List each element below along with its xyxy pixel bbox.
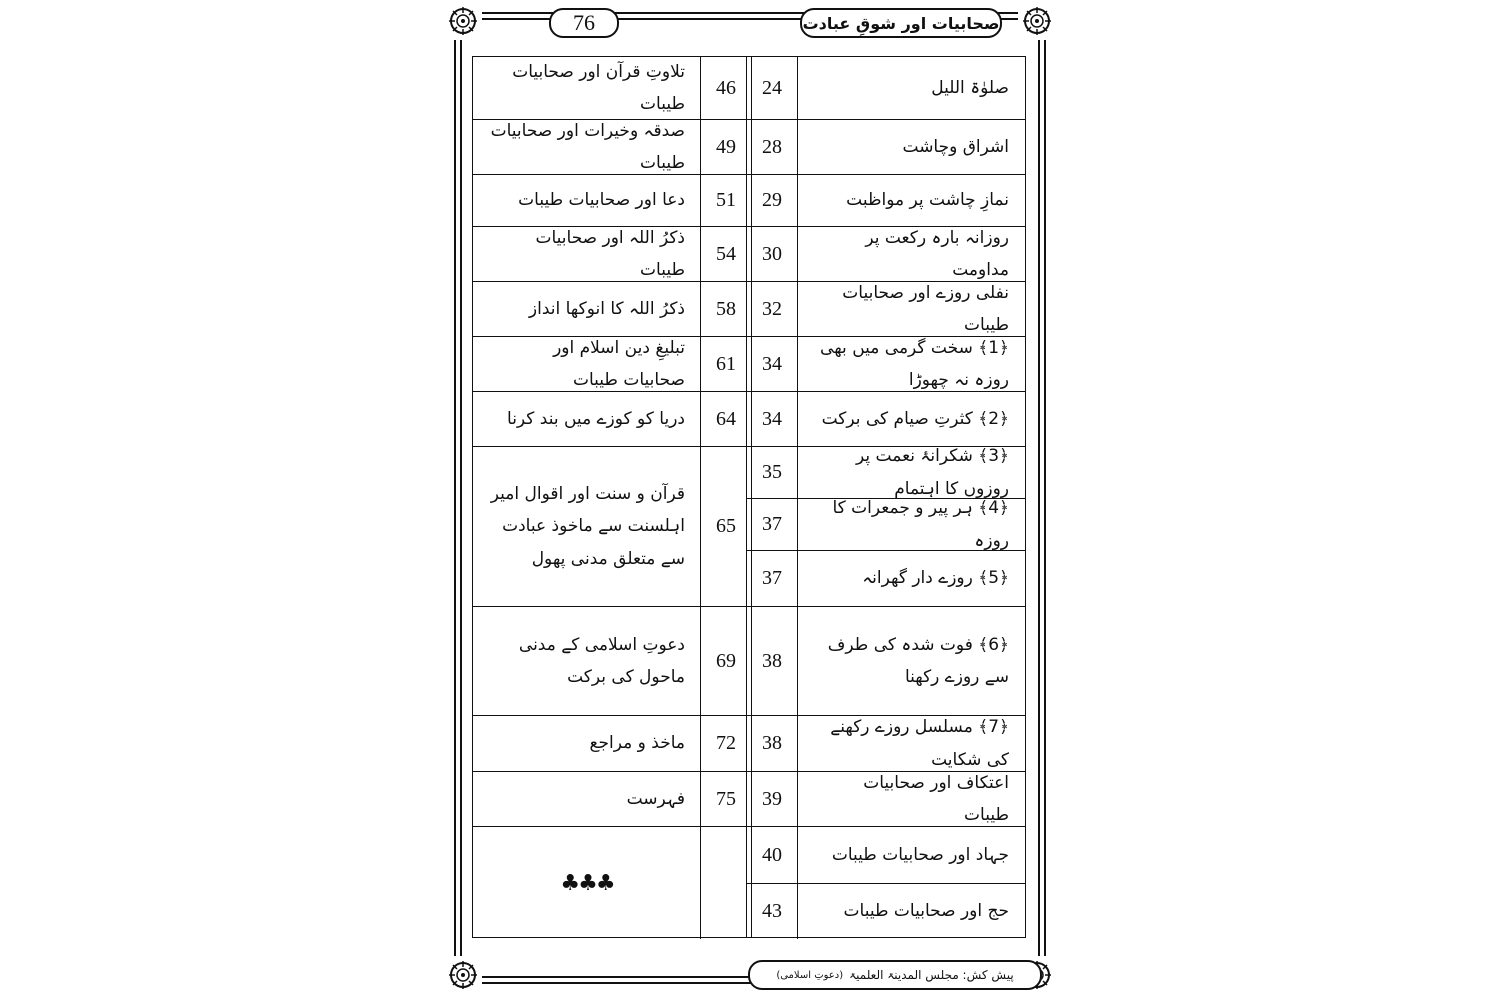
toc-page: 35 (747, 447, 798, 498)
toc-column-right (746, 56, 1026, 938)
toc-page: 39 (747, 772, 798, 826)
toc-title: روزانہ بارہ رکعت پر مداومت (865, 227, 1009, 280)
toc-title: اشراق وچاشت (902, 136, 1009, 157)
publisher-sub: (دعوتِ اسلامی) (776, 969, 844, 981)
toc-title: جہاد اور صحابیات طیبات (831, 844, 1009, 865)
toc-page: 32 (747, 282, 798, 336)
toc-page: 72 (700, 716, 751, 771)
toc-row[interactable] (747, 120, 1025, 175)
toc-title: ذکرُ اللہ اور صحابیات طیبات (535, 227, 685, 280)
toc-row[interactable] (473, 772, 751, 827)
toc-row[interactable] (473, 282, 751, 337)
toc-title: ذکرُ اللہ کا انوکھا انداز (528, 298, 685, 319)
toc-row[interactable] (473, 175, 751, 227)
toc-row[interactable] (473, 607, 751, 716)
toc-page: 30 (747, 227, 798, 281)
toc-page: 69 (700, 607, 751, 715)
corner-ornament-icon (446, 958, 480, 992)
frame-border-right (1038, 40, 1046, 956)
toc-page: 24 (747, 57, 798, 119)
toc-row-empty (473, 827, 751, 939)
toc-page: 37 (747, 499, 798, 550)
toc-title: صدقہ وخیرات اور صحابیات طیبات (490, 120, 685, 173)
toc-title: تبلیغِ دین اسلام اور صحابیات طیبات (553, 337, 685, 390)
toc-row[interactable] (747, 884, 1025, 939)
toc-page: 49 (700, 120, 751, 174)
toc-page: 61 (700, 337, 751, 391)
toc-row[interactable] (747, 392, 1025, 447)
toc-row[interactable] (747, 227, 1025, 282)
toc-row[interactable] (747, 551, 1025, 607)
toc-page: 37 (747, 551, 798, 606)
toc-row[interactable] (473, 120, 751, 175)
toc-title: دعا اور صحابیات طیبات (518, 190, 685, 211)
toc-title: ﴿5﴾ روزے دار گھرانہ (862, 568, 1009, 589)
toc-title: صلوٰۃ اللیل (931, 77, 1009, 98)
toc-row[interactable] (473, 57, 751, 120)
toc-row[interactable] (473, 447, 751, 607)
toc-title: ﴿3﴾ شکرانۂ نعمت پر روزوں کا اہتمام (856, 446, 1009, 499)
toc-page: 40 (747, 827, 798, 883)
toc-page: 51 (700, 175, 751, 226)
toc-title: فہرست (626, 788, 685, 809)
toc-title: دعوتِ اسلامی کے مدنی ماحول کی برکت (518, 634, 685, 687)
toc-page: 38 (747, 716, 798, 771)
toc-title: دریا کو کوزے میں بند کرنا (507, 408, 685, 429)
toc-title: نفلی روزے اور صحابیات طیبات (842, 282, 1009, 335)
toc-page: 34 (747, 337, 798, 391)
toc-title: حج اور صحابیات طیبات (843, 901, 1009, 922)
toc-page: 38 (747, 607, 798, 715)
toc-row[interactable] (747, 607, 1025, 716)
toc-row[interactable] (747, 716, 1025, 772)
toc-row[interactable] (747, 827, 1025, 884)
toc-page: 64 (700, 392, 751, 446)
toc-page: 28 (747, 120, 798, 174)
end-ornament: ♣♣♣ (560, 870, 614, 896)
toc-title: تلاوتِ قرآن اور صحابیات طیبات (512, 61, 685, 114)
toc-title: ﴿6﴾ فوت شدہ کی طرف سے روزے رکھنا (827, 634, 1009, 687)
toc-title: ﴿4﴾ ہر پیر و جمعرات کا روزہ (832, 498, 1009, 551)
toc-page: 34 (747, 392, 798, 446)
toc-title: نمازِ چاشت پر مواظبت (846, 190, 1009, 211)
toc-title: اعتکاف اور صحابیات طیبات (863, 772, 1009, 825)
toc-row[interactable] (473, 227, 751, 282)
toc-page: 58 (700, 282, 751, 336)
toc-title: ﴿7﴾ مسلسل روزے رکھنے کی شکایت (830, 717, 1009, 770)
toc-row[interactable] (473, 337, 751, 392)
publisher-name: پیش کش: مجلس المدینۃ العلمیۃ (849, 968, 1014, 982)
page-number: 76 (549, 8, 619, 38)
toc-title: ماخذ و مراجع (589, 733, 685, 754)
publisher-footer (748, 960, 1042, 990)
toc-page: 54 (700, 227, 751, 281)
toc-page: 46 (700, 57, 751, 119)
toc-row[interactable] (747, 282, 1025, 337)
toc-row[interactable] (747, 772, 1025, 827)
toc-page: 43 (747, 884, 798, 939)
toc-row[interactable] (747, 57, 1025, 120)
toc-title: ﴿2﴾ کثرتِ صیام کی برکت (821, 408, 1009, 429)
toc-page: 65 (700, 447, 751, 606)
toc-page: 75 (700, 772, 751, 826)
toc-row[interactable] (747, 447, 1025, 499)
corner-ornament-icon (1020, 4, 1054, 38)
toc-row[interactable] (747, 499, 1025, 551)
toc-column-left (472, 56, 752, 938)
toc-row[interactable] (473, 716, 751, 772)
toc-row[interactable] (747, 337, 1025, 392)
toc-row[interactable] (473, 392, 751, 447)
toc-title: قرآن و سنت اور اقوال امیر اہلسنت سے ماخوذ عبادت سے متعلق مدنی پھول (490, 484, 685, 569)
frame-border-left (454, 40, 462, 956)
corner-ornament-icon (446, 4, 480, 38)
toc-title: ﴿1﴾ سخت گرمی میں بھی روزہ نہ چھوڑا (820, 337, 1009, 390)
toc-page: 29 (747, 175, 798, 226)
toc-row[interactable] (747, 175, 1025, 227)
book-title: صحابیات اور شوقِ عبادت (800, 8, 1002, 38)
